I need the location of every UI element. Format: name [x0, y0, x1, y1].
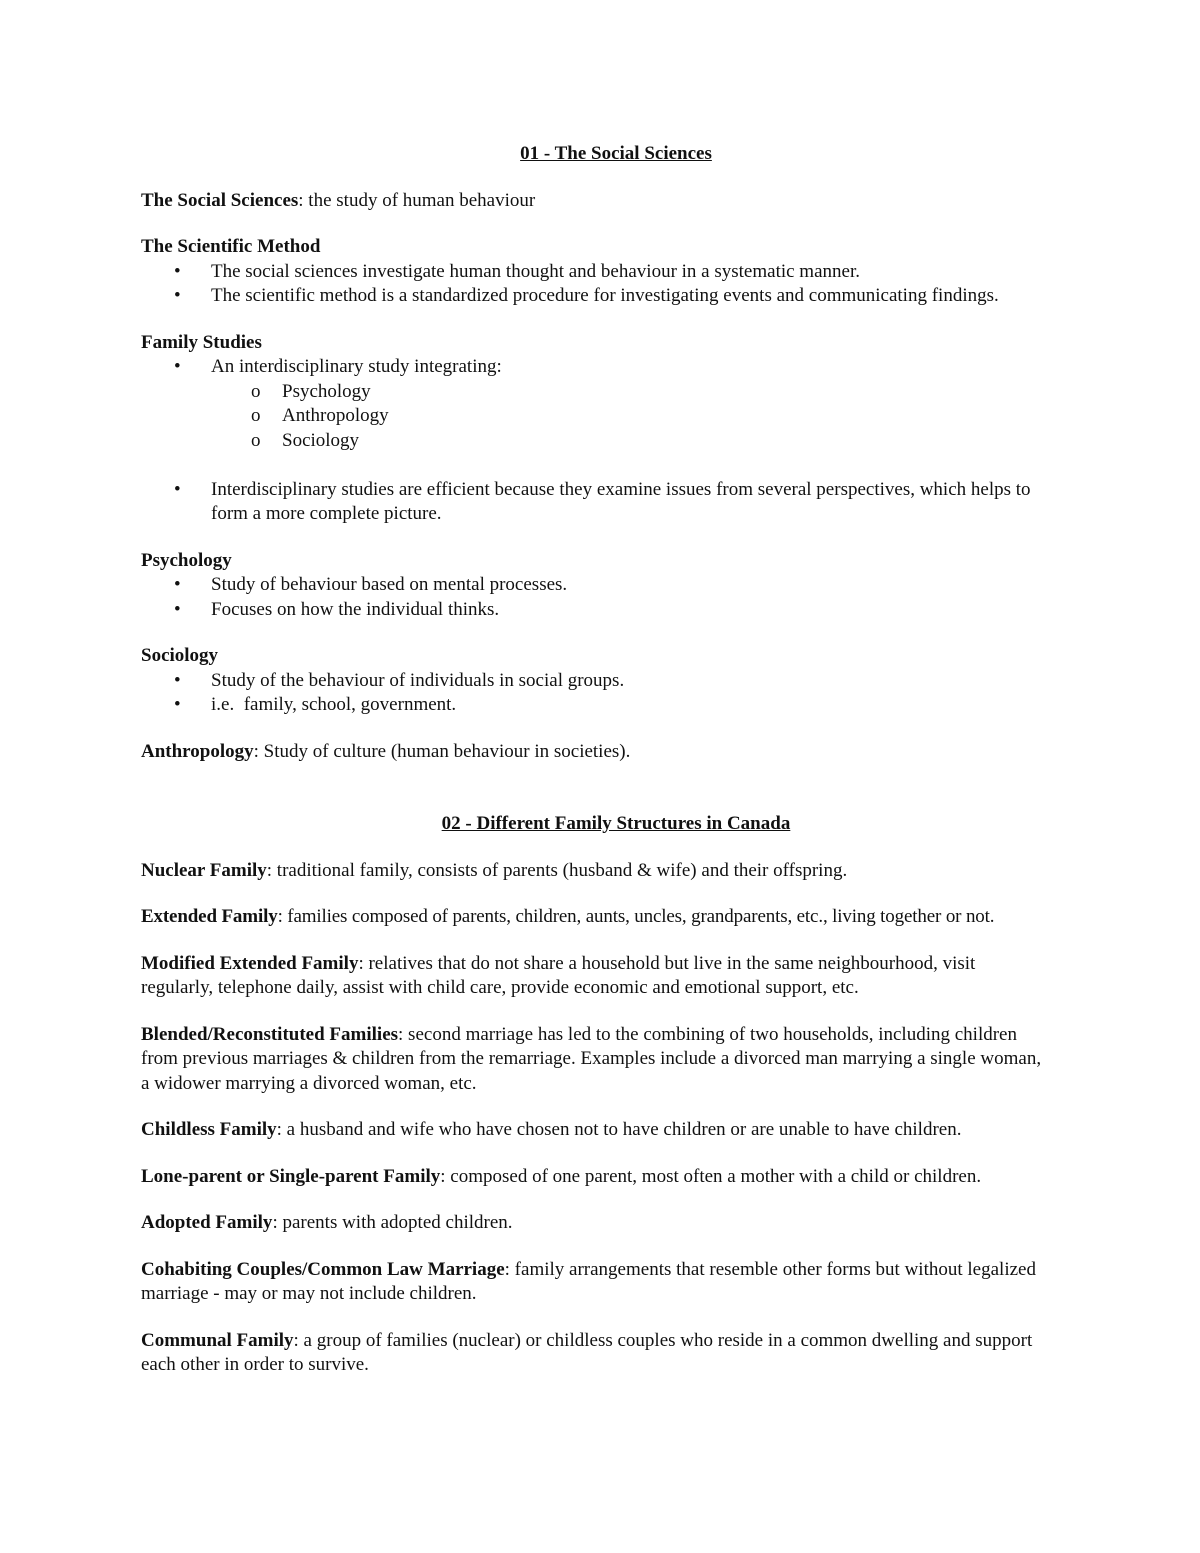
definition-text: : composed of one parent, most often a mother with a child or children. [440, 1165, 982, 1187]
definition-text: : a husband and wife who have chosen not to have children or are unable to have children. [276, 1119, 962, 1140]
definition-entry [141, 1211, 1091, 1236]
definition-text: : the study of human behaviour [298, 189, 536, 211]
definition-text: : second marriage has led to the combining of two households, including children from previous marriages & children from the remarriage. Examples include a divorced man marrying a single woman, a widower marrying a divorced woman, etc. [141, 1023, 1042, 1094]
term: Adopted Family [141, 1212, 273, 1233]
definition-text: : Study of culture (human behaviour in societies). [253, 740, 631, 762]
heading-psychology: Psychology [141, 549, 232, 571]
term: Anthropology [141, 740, 254, 762]
heading-family-studies: Family Studies [141, 331, 262, 353]
heading-sociology: Sociology [141, 645, 219, 666]
definition-text: : parents with adopted children. [272, 1212, 513, 1233]
term: Modified Extended Family [141, 952, 359, 974]
bullet-item: • Study of the behaviour of individuals in social groups. [141, 669, 1091, 694]
bullet-list-scientific-method [141, 260, 1091, 309]
term: Extended Family [141, 906, 278, 927]
definition-text: : families composed of parents, children, aunts, uncles, grandparents, etc., living together or not. [277, 906, 995, 927]
bullet-list-sociology [141, 669, 1091, 718]
definition-entry [141, 1329, 1091, 1378]
family-structure-list [141, 859, 1091, 1378]
section-title-social-sciences: 01 - The Social Sciences [520, 143, 712, 164]
definition-entry [141, 905, 1091, 930]
sub-item-sociology: o Sociology [141, 429, 1091, 454]
bullet-item: • Interdisciplinary studies are efficient because they examine issues from several perspectives, which helps to form a more complete picture. [141, 478, 1091, 527]
term: Blended/Reconstituted Families [141, 1023, 399, 1045]
bullet-item: • The social sciences investigate human thought and behaviour in a systematic manner. [141, 260, 1091, 285]
bullet-item: • Focuses on how the individual thinks. [141, 598, 1091, 623]
bullet-list-family-studies [141, 355, 1091, 453]
definition-anthropology [141, 740, 1091, 765]
definition-text: : a group of families (nuclear) or childless couples who reside in a common dwelling and support each other in order to survive. [141, 1329, 1033, 1375]
definition-text: : traditional family, consists of parents (husband & wife) and their offspring. [266, 859, 848, 881]
term: Lone-parent or Single-parent Family [141, 1165, 441, 1187]
sub-item-psychology: o Psychology [141, 380, 1091, 405]
definition-entry [141, 1258, 1091, 1307]
heading-scientific-method: The Scientific Method [141, 236, 321, 257]
sub-bullet-marker: o [251, 429, 261, 451]
document-page [141, 142, 1091, 1378]
term: Childless Family [141, 1119, 277, 1140]
term: The Social Sciences [141, 189, 299, 211]
definition-text: : family arrangements that resemble other forms but without legalized marriage - may or may not include children. [141, 1258, 1036, 1304]
sub-list-disciplines [141, 380, 1091, 454]
definition-social-sciences [141, 189, 1091, 214]
definition-entry [141, 952, 1091, 1001]
bullet-list-psychology [141, 573, 1091, 622]
term: Nuclear Family [141, 859, 267, 881]
definition-entry [141, 1118, 1091, 1143]
section-title-family-structures: 02 - Different Family Structures in Canada [441, 813, 791, 834]
definition-text: : relatives that do not share a household but live in the same neighbourhood, visit regularly, telephone daily, assist with child care, provide economic and emotional support, etc. [141, 952, 976, 998]
definition-entry [141, 1023, 1091, 1097]
sub-bullet-marker: o [251, 405, 261, 426]
bullet-item: • Study of behaviour based on mental processes. [141, 573, 1091, 598]
definition-entry [141, 859, 1091, 884]
term: Communal Family [141, 1329, 294, 1351]
definition-entry [141, 1165, 1091, 1190]
term: Cohabiting Couples/Common Law Marriage [141, 1258, 505, 1280]
bullet-item [141, 355, 1091, 453]
bullet-item: • The scientific method is a standardized procedure for investigating events and communicating findings. [141, 284, 1091, 309]
bullet-text: An interdisciplinary study integrating: [211, 356, 502, 377]
bullet-item: • i.e. family, school, government. [141, 693, 1091, 718]
sub-bullet-marker: o [251, 380, 261, 402]
bullet-list-family-studies-2 [141, 478, 1091, 527]
sub-item-anthropology: o Anthropology [141, 404, 1091, 429]
